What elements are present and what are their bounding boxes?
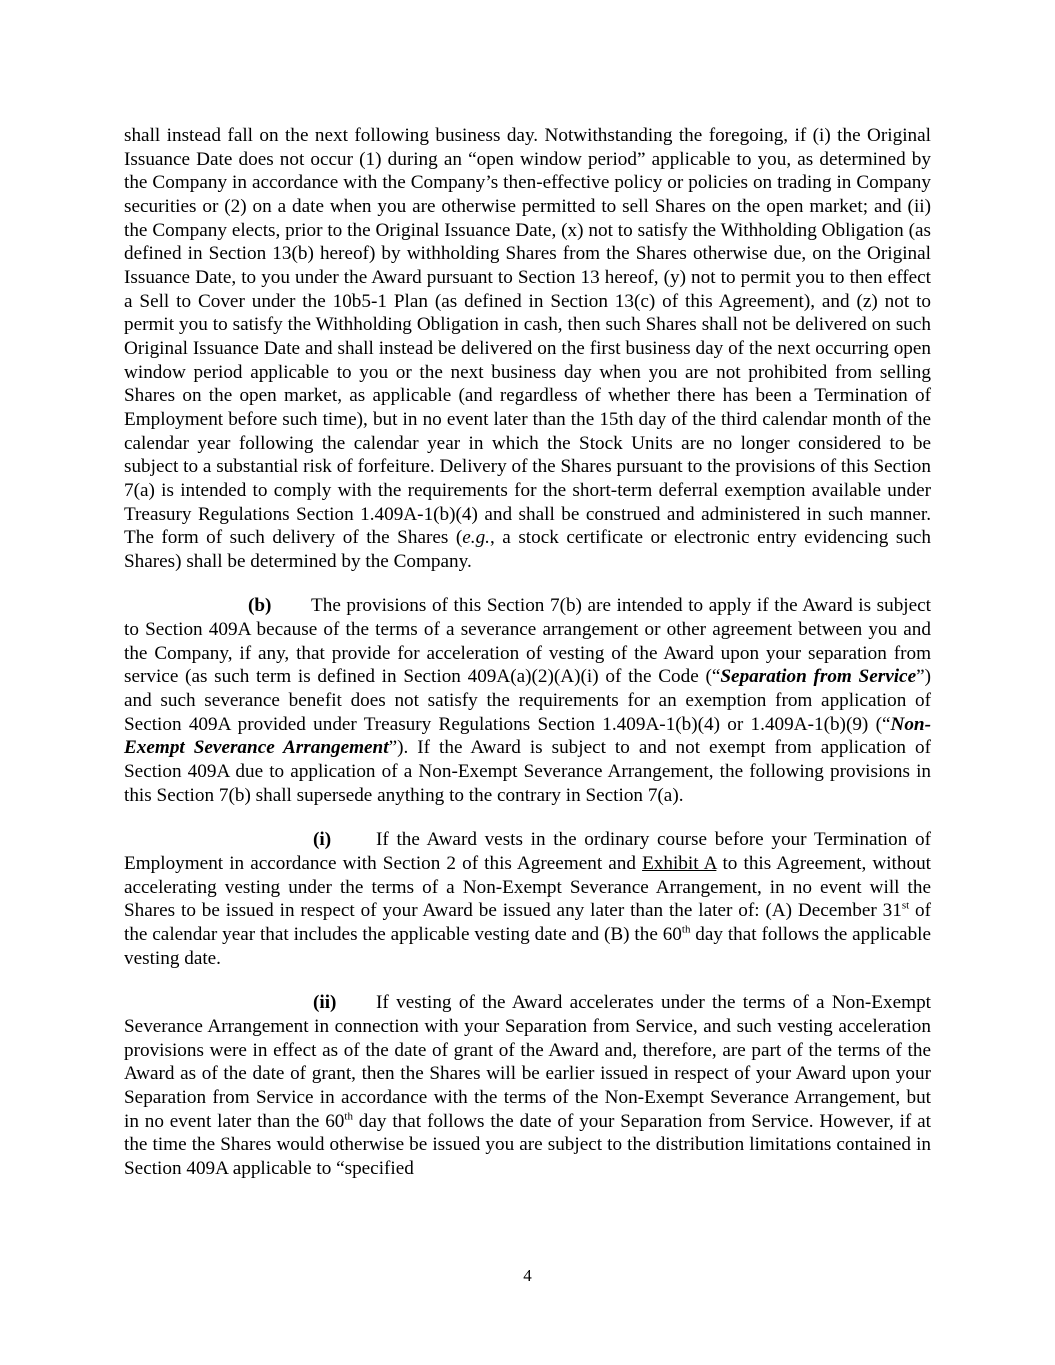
section-i-text-2: to this Agreement, without accelerating vesting under the terms of a Non-Exempt Severance Arrangement, in no event will the Shares to be issued in respect of your Award be issued any later than the later of: (A) December 31 [124, 853, 931, 922]
section-ii-marker: (ii) [313, 992, 337, 1014]
section-b-text-1: The provisions of this Section 7(b) are intended to apply if the Award is subject to Section 409A because of the terms of a severance arrangement or other agreement between you and the Company, if any, that provide for acceleration of vesting of the Award upon your separation from service (as such term is defined in Section 409A(a)(2)(A)(i) of the Code (“ [124, 595, 931, 688]
section-b-text-2: ”) and such severance benefit does not satisfy the requirements for an exemption from application of Section 409A provided under Treasury Regulations Section 1.409A-1(b)(4) or 1.409A-1(b)(9) (“ [124, 666, 931, 735]
section-b-text-3: ”). If the Award is subject to and not exempt from application of Section 409A due to application of a Non-Exempt Severance Arrangement, the following provisions in this Section 7(b) shall supersede anything to the contrary in Section 7(a). [124, 737, 931, 806]
section-i-text-1: If the Award vests in the ordinary course before your Termination of Employment in accordance with Section 2 of this Agreement and [124, 829, 931, 875]
superscript-th: th [681, 923, 691, 936]
section-b-marker: (b) [248, 595, 272, 617]
paragraph-7a-continuation [124, 124, 931, 573]
superscript-th: th [344, 1110, 353, 1123]
exhibit-a-reference: Exhibit A [642, 853, 717, 875]
section-i-marker: (i) [313, 829, 332, 851]
eg-abbreviation: e.g. [462, 527, 490, 549]
page-number: 4 [523, 1266, 532, 1285]
section-i-text-3: of the calendar year that includes the applicable vesting date and (B) the 60 [124, 900, 932, 945]
section-ii-text-2: day that follows the date of your Separation from Service. However, if at the time the Shares would otherwise be issued you are subject to the distribution limitations contained in Section 409A applicable to “specified [124, 1110, 931, 1179]
paragraph-7a-text: shall instead fall on the next following business day. Notwithstanding the foregoing, if (i) the Original Issuance Date does not occur (1) during an “open window period” applicable to you, as determined by the Company in accordance with the Company’s then-effective policy or policies on trading in Company securities or (2) on a date when you are otherwise permitted to sell Shares on the open market; and (ii) the Company elects, prior to the Original Issuance Date, (x) not to satisfy the Withholding Obligation (as defined in Section 13(b) hereof) by withholding Shares from the Shares otherwise due, on the Original Issuance Date, to you under the Award pursuant to Section 13 hereof, (y) not to permit you to then effect a Sell to Cover under the 10b5-1 Plan (as defined in Section 13(c) of this Agreement), and (z) not to permit you to satisfy the Withholding Obligation in cash, then such Shares shall not be delivered on such Original Issuance Date and shall instead be delivered on the first business day of the next occurring open window period applicable to you or the next business day when you are not prohibited from selling Shares on the open market, as applicable (and regardless of whether there has been a Termination of Employment before such time), but in no event later than the 15th day of the third calendar month of the calendar year following the calendar year in which the Stock Units are no longer considered to be subject to a substantial risk of forfeiture. Delivery of the Shares pursuant to the provisions of this Section 7(a) is intended to comply with the requirements for the short-term deferral exemption available under Treasury Regulations Section 1.409A-1(b)(4) and shall be construed and administered in such manner. The form of such delivery of the Shares ( [124, 125, 931, 549]
section-ii-text-1: If vesting of the Award accelerates under the terms of a Non-Exempt Severance Arrangement in connection with your Separation from Service, and such vesting acceleration provisions were in effect as of the date of grant of the Award and, therefore, are part of the terms of the Award as of the date of grant, then the Shares will be earlier issued in respect of your Award upon your Separation from Service in accordance with the terms of the Non-Exempt Severance Arrangement, but in no event later than the 60 [124, 992, 931, 1132]
paragraph-7b [124, 594, 931, 807]
defined-term-non-exempt-severance-arrangement: Non-Exempt Severance Arrangement [124, 713, 931, 759]
paragraph-7b-ii [124, 991, 931, 1180]
superscript-st: st [901, 899, 910, 912]
section-i-text-4: day that follows the applicable vesting date. [124, 924, 932, 969]
paragraph-7b-i [124, 828, 931, 970]
document-page [124, 124, 931, 1181]
defined-term-separation-from-service: Separation from Service [720, 666, 917, 688]
paragraph-7a-end: , a stock certificate or electronic entry evidencing such Shares) shall be determined by the Company. [124, 527, 931, 572]
